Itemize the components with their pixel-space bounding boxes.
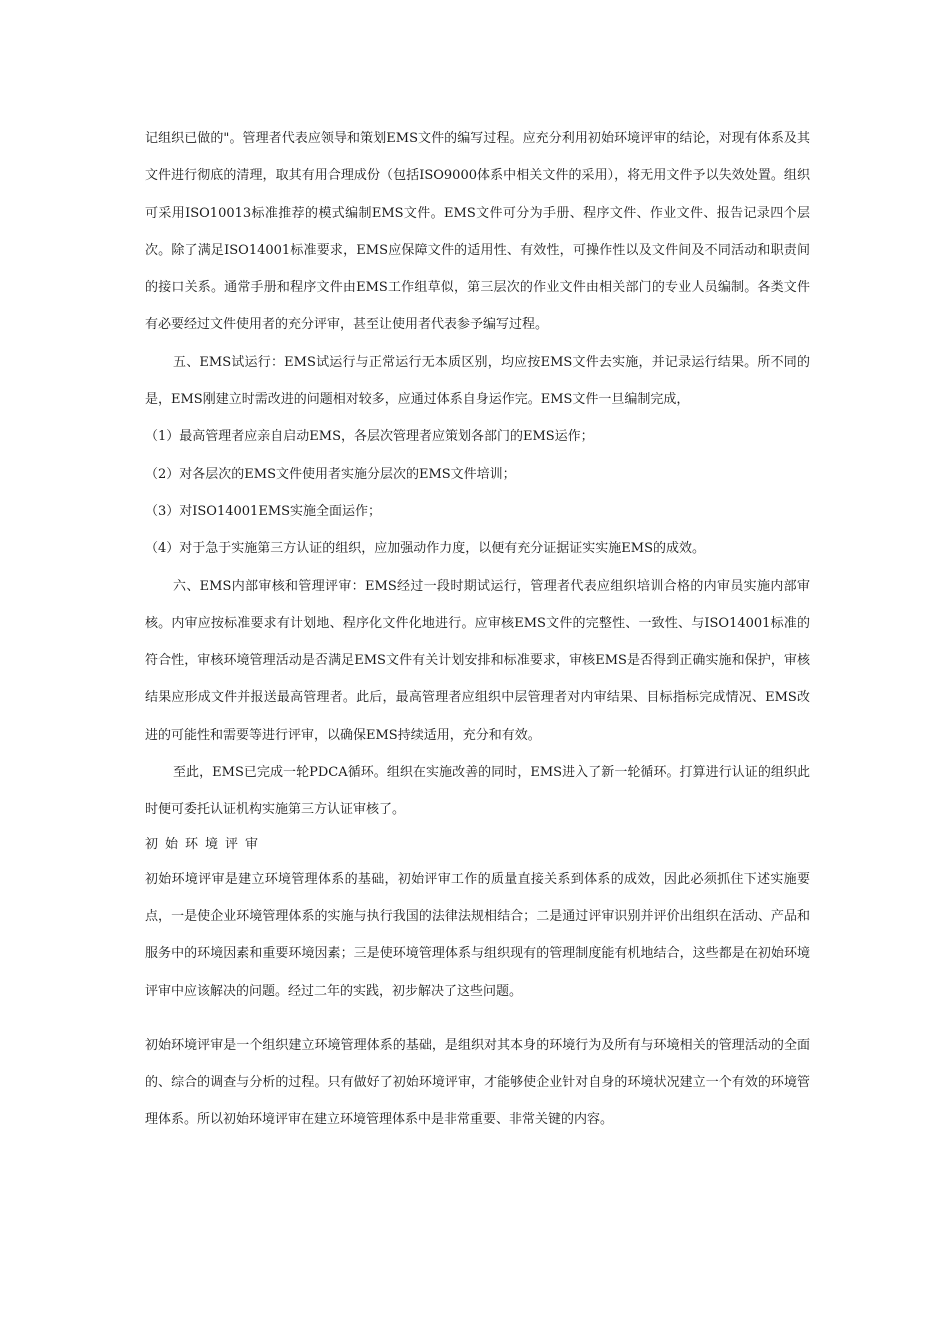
list-item-4: （4）对于急于实施第三方认证的组织，应加强动作力度，以便有充分证据证实实施EMS的成效。 xyxy=(145,541,705,557)
paragraph-initial-review-basis: 初始环境评审是建立环境管理体系的基础，初始评审工作的质量直接关系到体系的成效，因此必须抓住下述实施要点，一是使企业环境管理体系的实施与执行我国的法律法规相结合；二是通过评审识别并评价出组织在活动、产品和服务中的环境因素和重要环境因素；三是使环境管理体系与组织现有的管理制度能有机地结合，这些都是在初始环境评审中应该解决的问题。经过二年的实践，初步解决了这些问题。 xyxy=(145,871,810,999)
paragraph-internal-audit: 六、EMS内部审核和管理评审：EMS经过一段时期试运行，管理者代表应组织培训合格的内审员实施内部审核。内审应按标准要求有计划地、程序化文件化地进行。应审核EMS文件的完整性、一致性、与ISO14001标准的符合性，审核环境管理活动是否满足EMS文件有关计划安排和标准要求，审核EMS是否得到正确实施和保护，审核结果应形成文件并报送最高管理者。此后，最高管理者应组织中层管理者对内审结果、目标指标完成情况、EMS改进的可能性和需要等进行评审，以确保EMS持续适用，充分和有效。 xyxy=(145,578,810,743)
paragraph-ems-trial-run: 五、EMS试运行：EMS试运行与正常运行无本质区别，均应按EMS文件去实施，并记录运行结果。所不同的是，EMS刚建立时需改进的问题相对较多，应通过体系自身运作完。EMS文件一旦编制完成， xyxy=(145,354,810,408)
paragraph-initial-review-definition: 初始环境评审是一个组织建立环境管理体系的基础，是组织对其本身的环境行为及所有与环境相关的管理活动的全面的、综合的调查与分析的过程。只有做好了初始环境评审，才能够使企业针对自身的环境状况建立一个有效的环境管理体系。所以初始环境评审在建立环境管理体系中是非常重要、非常关键的内容。 xyxy=(145,1037,810,1128)
paragraph-pdca-cycle: 至此，EMS已完成一轮PDCA循环。组织在实施改善的同时，EMS进入了新一轮循环。打算进行认证的组织此时便可委托认证机构实施第三方认证审核了。 xyxy=(145,765,810,818)
list-item-2: （2）对各层次的EMS文件使用者实施分层次的EMS文件培训； xyxy=(145,466,516,482)
document-body xyxy=(145,120,810,1139)
paragraph-ems-documentation: 记组织已做的"。管理者代表应领导和策划EMS文件的编写过程。应充分利用初始环境评审的结论，对现有体系及其文件进行彻底的清理，取其有用合理成份（包括ISO9000体系中相关文件的采用），将无用文件予以失效处置。组织可采用ISO10013标准推荐的模式编制EMS文件。EMS文件可分为手册、程序文件、作业文件、报告记录四个层次。除了满足ISO14001标准要求，EMS应保障文件的适用性、有效性，可操作性以及文件间及不同活动和职责间的接口关系。通常手册和程序文件由EMS工作组草似，第三层次的作业文件由相关部门的专业人员编制。各类文件有必要经过文件使用者的充分评审，甚至让使用者代表参予编写过程。 xyxy=(145,131,810,333)
section-heading: 初始环境评审 xyxy=(145,836,266,852)
list-item-1: （1）最高管理者应亲自启动EMS，各层次管理者应策划各部门的EMS运作； xyxy=(145,429,594,445)
list-item-3: （3）对ISO14001EMS实施全面运作； xyxy=(145,503,382,519)
